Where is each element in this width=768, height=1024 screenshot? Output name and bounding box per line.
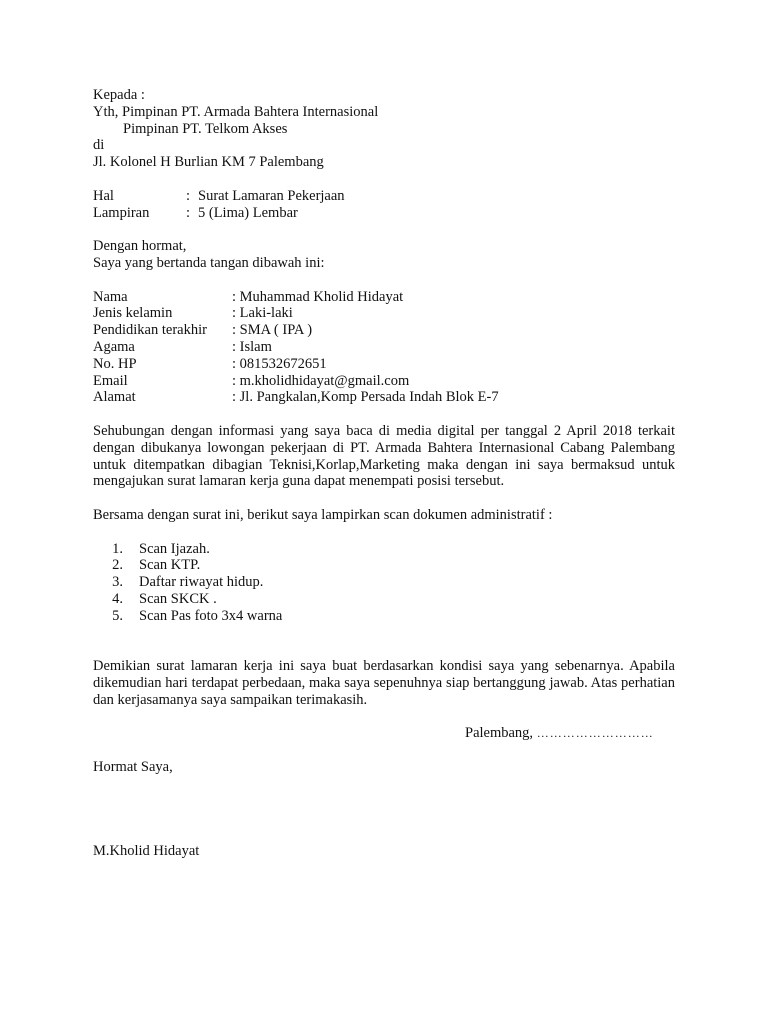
closing-salutation: Hormat Saya, (93, 758, 173, 775)
detail-value: : Jl. Pangkalan,Komp Persada Indah Blok E-7 (232, 389, 499, 406)
list-item-text: Daftar riwayat hidup. (139, 574, 264, 591)
closing-paragraph: Demikian surat lamaran kerja ini saya buat berdasarkan kondisi saya yang sebenarnya. Apabila dikemudian hari terdapat perbedaan, maka saya sepenuhnya siap bertanggung jawab. Atas perhatian dan kerjasamanya saya sampaikan terimakasih. (93, 658, 675, 708)
list-item-text: Scan SKCK . (139, 590, 217, 607)
detail-label: Email (93, 372, 128, 389)
attachment-list (93, 541, 675, 625)
greeting-salutation: Dengan hormat, (93, 238, 187, 255)
attachment-count-colon: : (186, 204, 191, 221)
recipient-street: Jl. Kolonel H Burlian KM 7 Palembang (93, 154, 324, 171)
list-item (93, 541, 675, 558)
detail-value: : m.kholidhidayat@gmail.com (232, 372, 410, 389)
detail-row (93, 289, 675, 306)
list-item-number: 1. (112, 540, 123, 557)
detail-label: Nama (93, 288, 128, 305)
list-item-text: Scan Ijazah. (139, 540, 210, 557)
list-item-number: 2. (112, 557, 123, 574)
body-paragraph-2: Bersama dengan surat ini, berikut saya lampirkan scan dokumen administratif : (93, 506, 553, 523)
detail-value: : Laki-laki (232, 305, 293, 322)
place-name: Palembang, (465, 725, 534, 742)
list-item (93, 591, 675, 608)
detail-label: Agama (93, 338, 135, 355)
detail-row (93, 356, 675, 373)
detail-label: No. HP (93, 355, 137, 372)
date-placeholder: ……………………… (536, 726, 654, 741)
list-item-number: 5. (112, 607, 123, 624)
detail-label: Alamat (93, 389, 136, 406)
body-paragraph-1: Sehubungan dengan informasi yang saya baca di media digital per tanggal 2 April 2018 terkait dengan dibukanya lowongan pekerjaan di PT. Armada Bahtera Internasional Cabang Palembang untuk ditempatkan dibagian Teknisi,Korlap,Marketing maka dengan ini saya bermaksud untuk mengajukan surat lamaran kerja guna dapat menempati posisi tersebut. (93, 422, 675, 490)
subject-label: Hal (93, 187, 114, 204)
detail-value: : Islam (232, 338, 272, 355)
detail-label: Jenis kelamin (93, 305, 173, 322)
letter-page (93, 87, 675, 860)
list-item (93, 608, 675, 625)
applicant-details (93, 289, 675, 407)
list-item-number: 3. (112, 574, 123, 591)
subject-value: Surat Lamaran Pekerjaan (198, 187, 345, 204)
signature-name: M.Kholid Hidayat (93, 842, 200, 859)
recipient-kepada: Kepada : (93, 87, 145, 103)
recipient-di: di (93, 137, 105, 154)
attachment-count-value: 5 (Lima) Lembar (198, 204, 298, 221)
detail-value: : Muhammad Kholid Hidayat (232, 288, 404, 305)
list-item-text: Scan KTP. (139, 557, 201, 574)
detail-value: : SMA ( IPA ) (232, 322, 313, 339)
greeting-intro: Saya yang bertanda tangan dibawah ini: (93, 254, 325, 271)
recipient-line-2: Pimpinan PT. Telkom Akses (123, 120, 288, 137)
attachment-count-label: Lampiran (93, 204, 150, 221)
subject-row (93, 188, 675, 205)
detail-row (93, 339, 675, 356)
list-item (93, 574, 675, 591)
list-item (93, 557, 675, 574)
detail-label: Pendidikan terakhir (93, 322, 207, 339)
attachment-count-row (93, 205, 675, 222)
recipient-line-1: Yth, Pimpinan PT. Armada Bahtera Internasional (93, 103, 379, 120)
detail-row (93, 389, 675, 406)
place-date-line (93, 725, 675, 742)
detail-row (93, 373, 675, 390)
list-item-number: 4. (112, 590, 123, 607)
list-item-text: Scan Pas foto 3x4 warna (139, 607, 283, 624)
detail-row (93, 322, 675, 339)
detail-value: : 081532672651 (232, 355, 327, 372)
subject-colon: : (186, 187, 191, 204)
detail-row (93, 305, 675, 322)
